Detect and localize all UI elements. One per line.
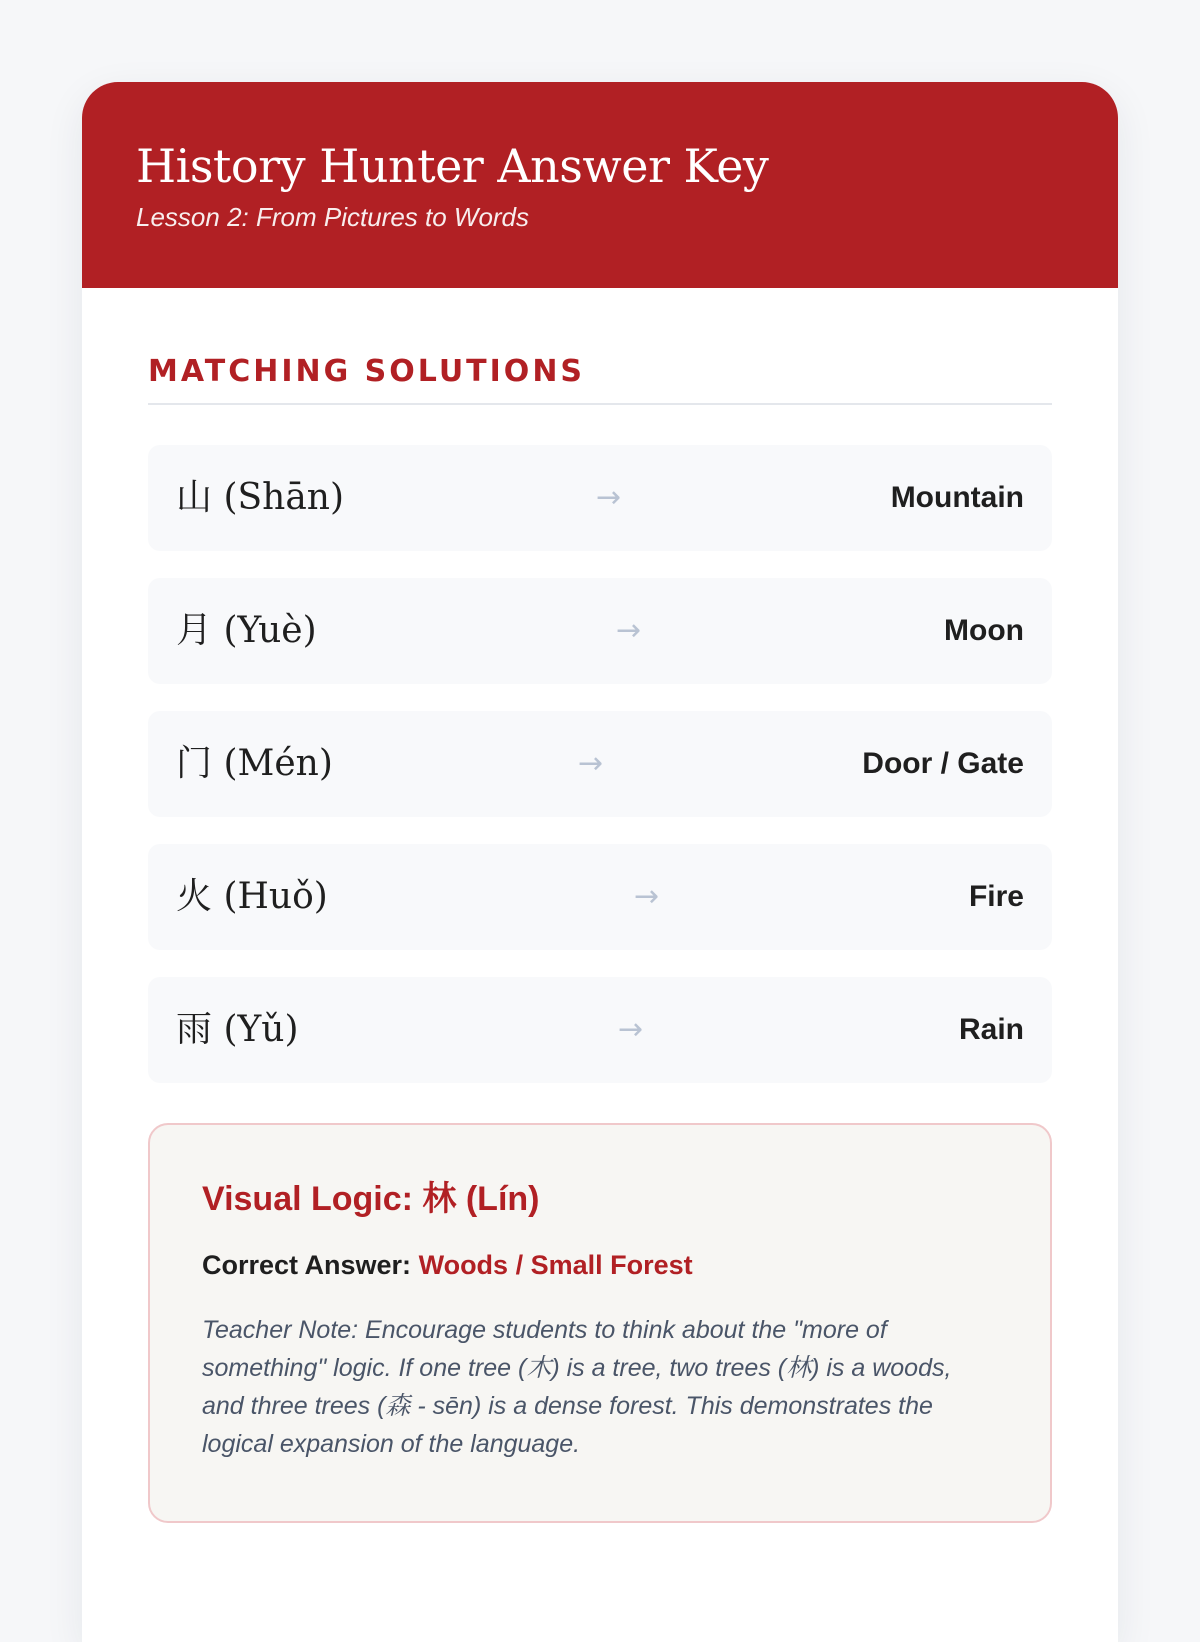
answer-label: Correct Answer: (202, 1250, 412, 1280)
meaning-label: Rain (958, 1013, 1024, 1046)
meaning-label: Mountain (890, 481, 1024, 514)
match-row-fire (148, 844, 1052, 950)
meaning-label: Moon (944, 614, 1024, 647)
arrow-right-icon: → (616, 613, 642, 648)
match-row-rain (148, 977, 1052, 1083)
match-row-moon (148, 578, 1052, 684)
match-row-door (148, 711, 1052, 817)
character-label: 山 (Shān) (176, 477, 345, 518)
section-heading: MATCHING SOLUTIONS (148, 354, 1052, 405)
arrow-right-icon: → (596, 480, 622, 515)
character-label: 火 (Huǒ) (176, 876, 328, 917)
arrow-right-icon: → (634, 879, 660, 914)
visual-logic-box (148, 1123, 1052, 1523)
teacher-note: Teacher Note: Encourage students to think about the "more of something" logic. If one tree (木) is a tree, two trees (林) is a woods, and three trees (森 - sēn) is a dense forest. This demonstrates the logical expansion of the language. (202, 1316, 952, 1458)
content-area (82, 288, 1118, 1523)
character-label: 雨 (Yǔ) (176, 1009, 299, 1050)
character-label: 门 (Mén) (176, 743, 333, 784)
answer-key-card (82, 82, 1118, 1642)
answer-value: Woods / Small Forest (418, 1250, 693, 1280)
visual-logic-title: Visual Logic: 林 (Lín) (202, 1180, 540, 1218)
meaning-label: Fire (968, 880, 1024, 913)
character-label: 月 (Yuè) (176, 610, 317, 651)
lesson-subtitle: Lesson 2: From Pictures to Words (136, 202, 530, 232)
arrow-right-icon: → (618, 1012, 644, 1047)
arrow-right-icon: → (578, 746, 604, 781)
correct-answer (202, 1247, 998, 1283)
header-banner (82, 82, 1118, 288)
match-row-mountain (148, 445, 1052, 551)
meaning-label: Door / Gate (862, 747, 1024, 780)
match-list (148, 445, 1052, 1083)
page-title: History Hunter Answer Key (136, 139, 769, 193)
